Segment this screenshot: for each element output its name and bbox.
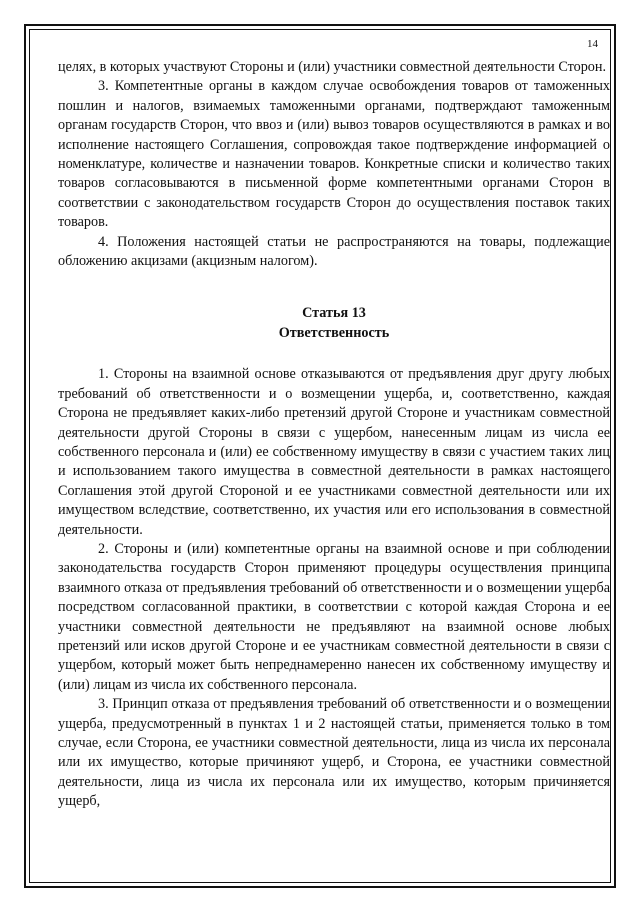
article-13-paragraph-3: 3. Принцип отказа от предъявления требований об ответственности и о возмещении ущерба, предусмотренный в пунктах 1 и 2 настоящей статьи, применяется только в том случае, если Сторона, ее участники совместной деятельности, лица из числа их персонала или их имущество, которые причиняют ущерб, и Сторона, ее участники совместной деятельности, лица из числа их персонала или их имущество, которым причиняется ущерб,	[58, 696, 610, 810]
page-number: 14	[587, 38, 598, 50]
article-13-paragraph-2: 2. Стороны и (или) компетентные органы на взаимной основе и при соблюдении законодательства государств Сторон применяют процедуры осуществления принципа взаимного отказа от предъявления требований об ответственности и о возмещении ущерба посредством согласованной практики, в соответствии с которой каждая Сторона и ее участники совместной деятельности не предъявляют на взаимной основе любых претензий или исков другой Стороне и ее участникам совместной деятельности в связи с ущербом, который может быть непреднамеренно нанесен их собственному имуществу и (или) лицам из числа их собственного персонала.	[58, 540, 610, 693]
article-title: Ответственность	[278, 324, 390, 341]
document-body	[58, 58, 610, 812]
spacer	[58, 343, 610, 365]
article-number: Статья 13	[302, 305, 366, 322]
paragraph-3: 3. Компетентные органы в каждом случае освобождения товаров от таможенных пошлин и налогов, взимаемых таможенными органами, подтверждают таможенным органам государств Сторон, что ввоз и (или) вывоз товаров осуществляются в рамках и во исполнение настоящего Соглашения, сопровождая такое подтверждение информацией о номенклатуре, количестве и назначении товаров. Конкретные списки и количество таких товаров согласовываются в письменной форме компетентными органами Сторон в соответствии с законодательством государств Сторон до осуществления поставок таких товаров.	[58, 78, 610, 231]
paragraph-continuation: целях, в которых участвуют Стороны и (или) участники совместной деятельности Сторон.	[58, 59, 607, 75]
article-13-paragraph-1: 1. Стороны на взаимной основе отказываются от предъявления друг другу любых требований об ответственности и о возмещении ущерба, и, соответственно, каждая Сторона не предъявляет каких-либо претензий другой Стороне и участникам совместной деятельности другой Стороны в связи с ущербом, нанесенным лицам из числа ее собственного персонала и (или) ее собственному имуществу в связи с участием таких лиц и использованием такого имущества в совместной деятельности в рамках настоящего Соглашения этой другой Стороной и ее участниками совместной деятельности или их имуществом вследствие, соответственно, их участия или его использования в совместной деятельности.	[58, 366, 610, 538]
spacer	[58, 271, 610, 304]
paragraph-4: 4. Положения настоящей статьи не распространяются на товары, подлежащие обложению акцизами (акцизным налогом).	[58, 233, 610, 270]
